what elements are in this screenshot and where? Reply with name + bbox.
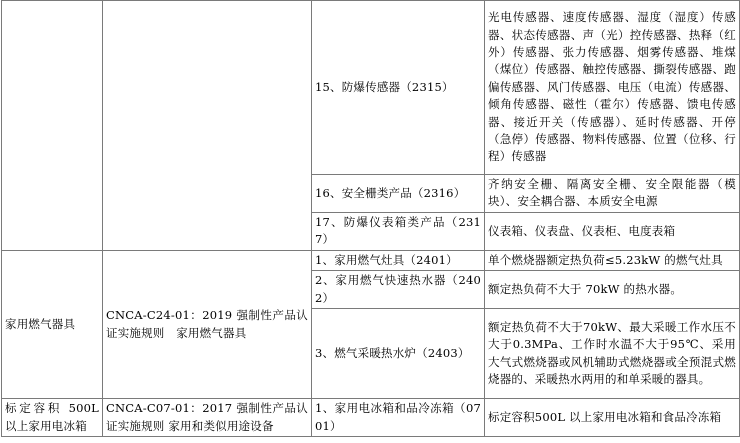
product-cell: 15、防爆传感器（2315） <box>312 1 485 175</box>
scope-cell: 额定热负荷不大于 70kW 的热水器。 <box>485 271 740 309</box>
scope-cell: 仪表箱、仪表盘、仪表柜、电度表箱 <box>485 212 740 250</box>
product-cell: 16、安全栅类产品（2316） <box>312 175 485 213</box>
category-cell: 标定容积 500L 以上家用电冰箱 <box>2 399 103 437</box>
table-row <box>2 250 740 270</box>
rule-cell: CNCA-C24-01：2019 强制性产品认证实施规则 家用燃气器具 <box>103 250 312 398</box>
product-cell: 17、防爆仪表箱类产品（2317） <box>312 212 485 250</box>
scope-cell: 额定热负荷不大于70kW、最大采暖工作水压不大于0.3MPa、工作时水温不大于95℃、采用大气式燃烧器或风机辅助式燃烧器或全预混式燃烧器的、采暖热水两用的和单采暖的器具。 <box>485 309 740 399</box>
table-row <box>2 399 740 437</box>
rule-cell: CNCA-C07-01：2017 强制性产品认证实施规则 家用和类似用途设备 <box>103 399 312 437</box>
product-cell: 3、燃气采暖热水炉（2403） <box>312 309 485 399</box>
product-cell: 1、家用电冰箱和品冷冻箱（0701） <box>312 399 485 437</box>
scope-cell: 单个燃烧器额定热负荷≤5.23kW 的燃气灶具 <box>485 250 740 270</box>
rule-cell-empty <box>103 1 312 251</box>
certification-table <box>1 0 740 437</box>
product-cell: 1、家用燃气灶具（2401） <box>312 250 485 270</box>
category-cell: 家用燃气器具 <box>2 250 103 398</box>
scope-cell: 标定容积500L 以上家用电冰箱和食品冷冻箱 <box>485 399 740 437</box>
scope-cell: 齐纳安全栅、隔离安全栅、安全限能器（模块）、安全耦合器、本质安全电源 <box>485 175 740 213</box>
product-cell: 2、家用燃气快速热水器（2402） <box>312 271 485 309</box>
table-row <box>2 1 740 175</box>
category-cell-empty <box>2 1 103 251</box>
scope-cell: 光电传感器、速度传感器、湿度（湿度）传感器、状态传感器、声（光）控传感器、热释（红外）传感器、张力传感器、烟雾传感器、堆煤（煤位）传感器、触控传感器、撕裂传感器、跑偏传感器、风门传感器、电压（电流）传感器、倾角传感器、磁性（霍尔）传感器、馈电传感器、接近开关（传感器）、延时传感器、开停（急停）传感器、物料传感器、位置（位移、行程）传感器 <box>485 1 740 175</box>
